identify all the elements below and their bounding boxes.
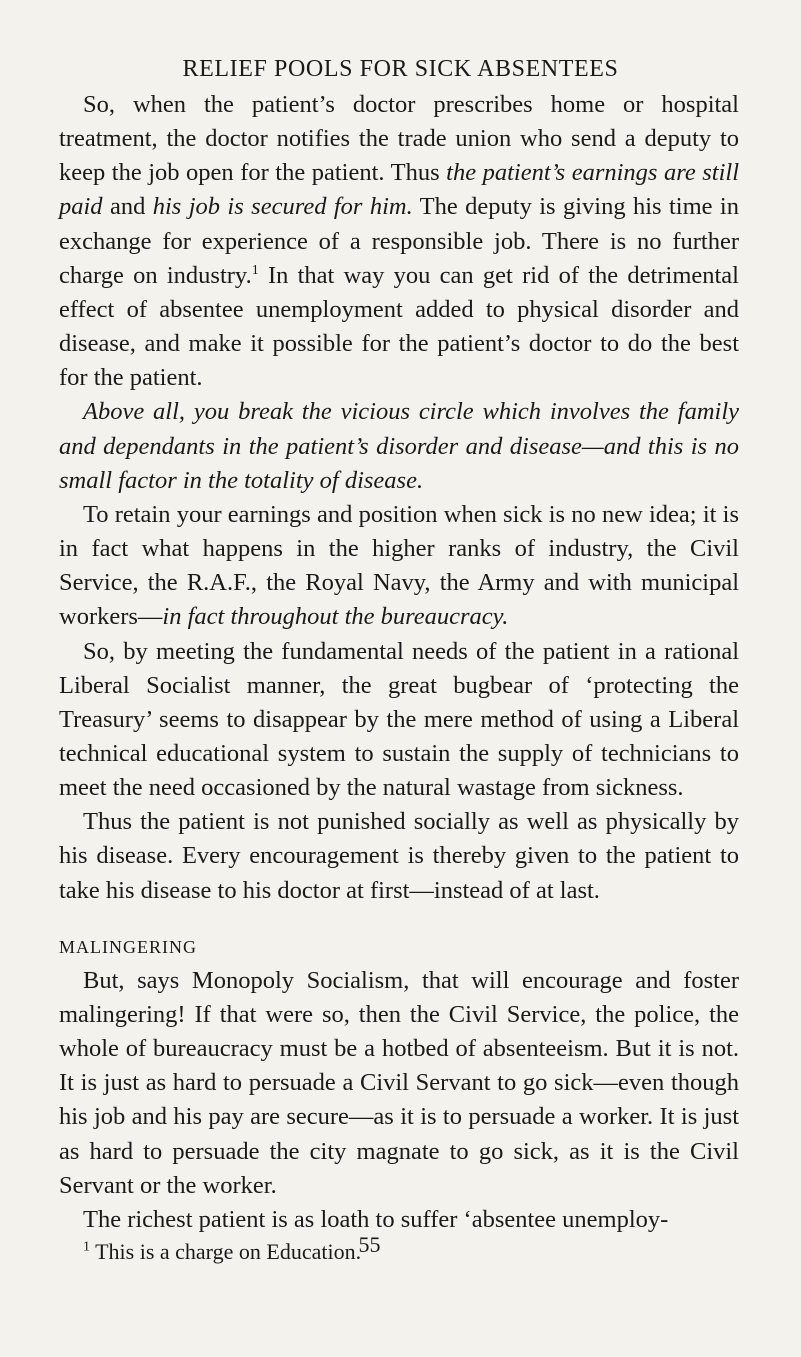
- paragraph-deputy-text-e: The deputy is giving his time in exchange for experience of a responsible job. There is no further charge on industry.: [59, 193, 739, 289]
- paragraph-deputy-text-c: and: [102, 193, 153, 221]
- footnote-text: This is a charge on Education.: [90, 1239, 362, 1264]
- paragraph-fundamental-needs: So, by meeting the fundamental needs of the patient in a rational Liberal Socialist manner, the great bugbear of ‘protecting the Treasury’ seems to disappear by the mere method of using a Liberal technical educational system to sustain the supply of technicians to meet the need occasioned by the natural wastage from sickness.: [59, 637, 739, 802]
- paragraph-richest-patient: The richest patient is as loath to suffer ‘absentee unemploy-: [83, 1205, 669, 1233]
- paragraph-vicious-circle: [59, 395, 739, 497]
- page-body: [59, 88, 739, 1267]
- paragraph-retain-earnings-emphasis: in fact throughout the bureaucracy.: [162, 603, 509, 631]
- section-heading-malingering: MALINGERING: [59, 936, 197, 957]
- paragraph-deputy-emphasis-job: his job is secured for him.: [152, 193, 413, 221]
- footnote-reference: 1: [251, 262, 259, 278]
- page-number: 55: [358, 1232, 381, 1257]
- paragraph-deputy-text-f: In that way you can get rid of the detrimental effect of absentee unemployment added to physical disorder and disease, and make it possible for the patient’s doctor to do the best for the patient.: [59, 261, 739, 392]
- footnote-marker: 1: [83, 1239, 90, 1255]
- paragraph-deputy-emphasis-earnings: the patient’s earnings are still paid: [59, 159, 739, 221]
- paragraph-deputy-text-a: So, when the patient’s doctor prescribes home or hospital treatment, the doctor notifies the trade union who send a deputy to keep the job open for the patient. Thus: [59, 91, 739, 187]
- running-head: RELIEF POOLS FOR SICK ABSENTEES: [182, 56, 619, 82]
- paragraph-deputy: [59, 88, 739, 395]
- paragraph-retain-earnings: [59, 498, 739, 635]
- paragraph-retain-earnings-text: To retain your earnings and position when sick is no new idea; it is in fact what happens in the higher ranks of industry, the Civil Service, the R.A.F., the Royal Navy, the Army and with municipal workers—: [59, 500, 739, 631]
- paragraph-not-punished: Thus the patient is not punished socially as well as physically by his disease. Every encouragement is thereby given to the patient to take his disease to his doctor at first—instead of at last.: [59, 808, 739, 904]
- paragraph-vicious-circle-text: Above all, you break the vicious circle which involves the family and dependants in the patient’s disorder and disease—and this is no small factor in the totality of disease.: [59, 398, 739, 494]
- paragraph-malingering: But, says Monopoly Socialism, that will encourage and foster malingering! If that were so, then the Civil Service, the police, the whole of bureaucracy must be a hotbed of absenteeism. But it is not. It is just as hard to persuade a Civil Servant to go sick—even though his job and his pay are secure—as it is to persuade a worker. It is just as hard to persuade the city magnate to go sick, as it is the Civil Servant or the worker.: [59, 966, 739, 1199]
